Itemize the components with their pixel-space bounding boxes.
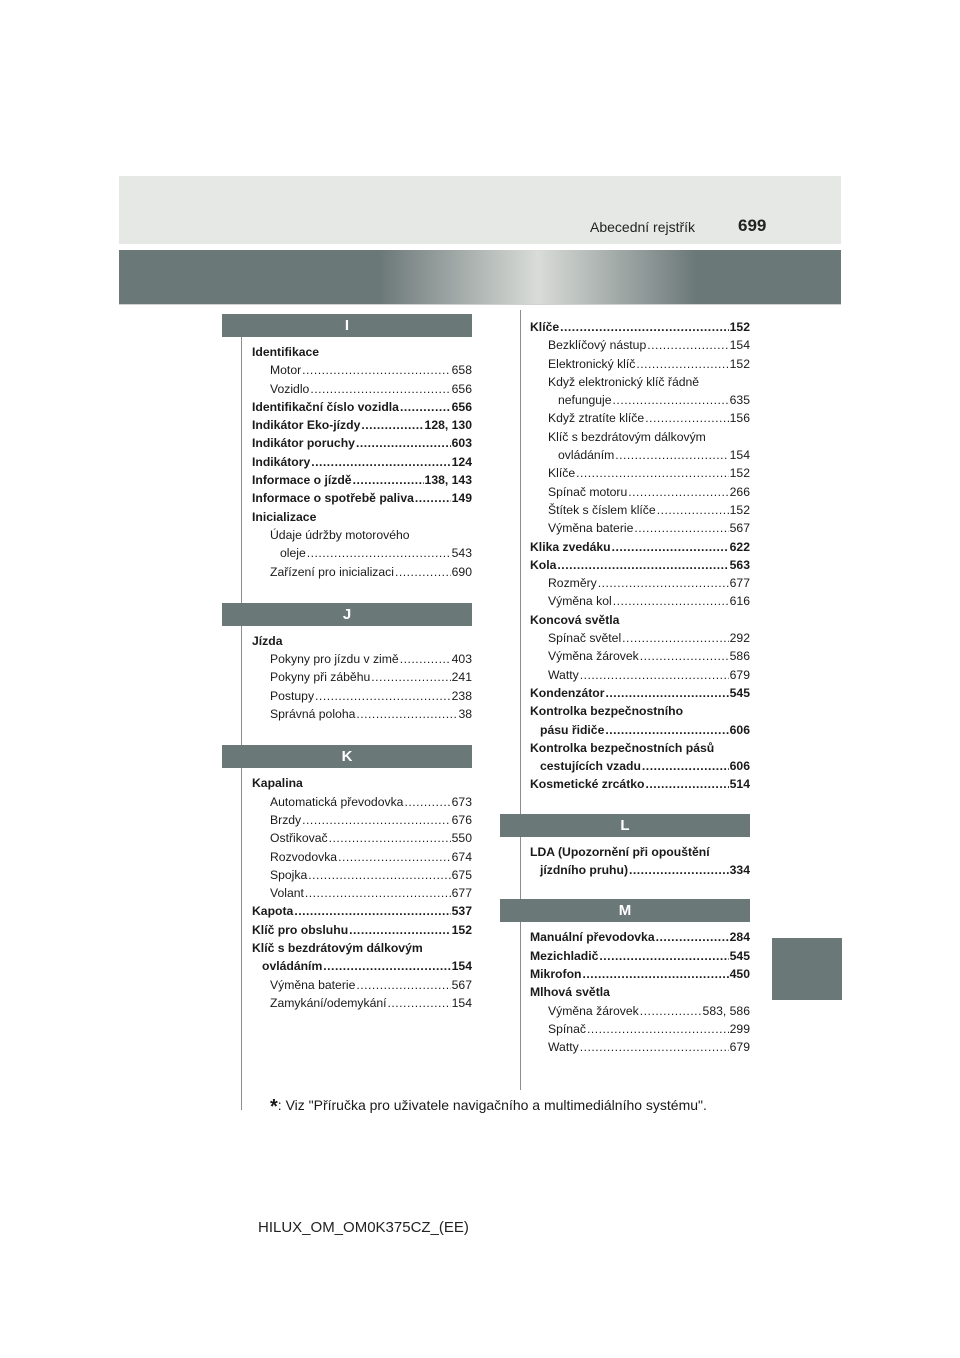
index-entry: Watty ..... 679 (530, 1038, 750, 1056)
index-entry: Volant ..... 677 (252, 884, 472, 902)
index-entry: Kontrolka bezpečnostních pásů (530, 740, 715, 755)
index-entry: Výměna žárovek ..... 586 (530, 647, 750, 665)
index-entry: Indikátor poruchy ..... 603 (252, 434, 472, 452)
index-entry: Údaje údržby motorového (270, 527, 410, 542)
index-entry: Inicializace (252, 509, 317, 524)
index-entry: Klíče ..... 152 (530, 464, 750, 482)
index-entry: Mikrofon ..... 450 (530, 965, 750, 983)
index-entry: Rozměry ..... 677 (530, 574, 750, 592)
index-entry: Ostřikovač ..... 550 (252, 829, 472, 847)
index-entry: Výměna baterie ..... 567 (252, 976, 472, 994)
index-entry: Klíč pro obsluhu ..... 152 (252, 921, 472, 939)
index-entry: Automatická převodovka ..... 673 (252, 793, 472, 811)
index-entry: Klika zvedáku ..... 622 (530, 538, 750, 556)
index-entry: LDA (Upozornění při opouštění (530, 844, 710, 859)
header-gradient-band (119, 250, 841, 304)
index-entry: Správná poloha ..... 38 (252, 705, 472, 723)
index-entry: Informace o jízdě ..... 138, 143 (252, 471, 472, 489)
index-entry: Klíč s bezdrátovým dálkovým (252, 941, 423, 956)
section-header-m: M (500, 899, 750, 922)
section-header-k: K (222, 745, 472, 768)
index-entry: Manuální převodovka ..... 284 (530, 928, 750, 946)
index-entry: Indikátory ..... 124 (252, 453, 472, 471)
index-entry: Pokyny při záběhu ..... 241 (252, 668, 472, 686)
index-entry: Když elektronický klíč řádně (548, 374, 700, 389)
index-column-1 (252, 314, 472, 1012)
index-entry: jízdního pruhu) ..... 334 (530, 861, 750, 879)
index-entry: Brzdy ..... 676 (252, 811, 472, 829)
index-entry: Klíče ..... 152 (530, 318, 750, 336)
index-entry: Jízda (252, 633, 283, 648)
page-header-title: Abecední rejstřík (590, 219, 696, 235)
index-entry: Kontrolka bezpečnostního (530, 704, 684, 719)
index-entry: Watty ..... 679 (530, 666, 750, 684)
index-entry: Informace o spotřebě paliva ..... 149 (252, 489, 472, 507)
section-header-i: I (222, 314, 472, 337)
index-entry: Kosmetické zrcátko ..... 514 (530, 775, 750, 793)
index-entry: Zařízení pro inicializaci ..... 690 (252, 563, 472, 581)
index-entry: Spojka ..... 675 (252, 866, 472, 884)
index-entry: Kapalina (252, 776, 303, 791)
index-entry: Indikátor Eko-jízdy ..... 128, 130 (252, 416, 472, 434)
index-entry: ovládáním ..... 154 (252, 957, 472, 975)
index-entry: Výměna kol ..... 616 (530, 592, 750, 610)
index-entry: pásu řidiče ..... 606 (530, 721, 750, 739)
footnote: *: Viz "Příručka pro uživatele navigačního a multimediálního systému". (270, 1096, 707, 1118)
index-entry: Výměna žárovek ..... 583, 586 (530, 1002, 750, 1020)
index-entry: Elektronický klíč ..... 152 (530, 355, 750, 373)
index-entry: Spínač ..... 299 (530, 1020, 750, 1038)
section-header-l: L (500, 814, 750, 837)
index-entry: Zamykání/odemykání ..... 154 (252, 994, 472, 1012)
index-entry: Koncová světla (530, 612, 620, 627)
index-entry: nefunguje ..... 635 (530, 391, 750, 409)
index-entry: Rozvodovka ..... 674 (252, 848, 472, 866)
index-entry: Identifikace (252, 345, 320, 359)
index-entry: Kondenzátor ..... 545 (530, 684, 750, 702)
column-divider-left (241, 334, 242, 1110)
page-number: 699 (738, 216, 767, 235)
index-entry: Pokyny pro jízdu v zimě ..... 403 (252, 650, 472, 668)
index-entry: Bezklíčový nástup ..... 154 (530, 336, 750, 354)
chapter-side-tab (772, 938, 842, 1000)
index-entry: Postupy ..... 238 (252, 687, 472, 705)
index-entry: cestujících vzadu ..... 606 (530, 757, 750, 775)
index-entry: Motor ..... 658 (252, 361, 472, 379)
document-id: HILUX_OM_OM0K375CZ_(EE) (258, 1219, 469, 1236)
index-entry: Spínač motoru ..... 266 (530, 483, 750, 501)
index-entry: Mlhová světla (530, 985, 610, 1000)
section-header-j: J (222, 603, 472, 626)
index-entry: Mezichladič ..... 545 (530, 947, 750, 965)
index-entry: ovládáním ..... 154 (530, 446, 750, 464)
index-entry: Kola ..... 563 (530, 556, 750, 574)
index-entry: Klíč s bezdrátovým dálkovým (548, 429, 706, 444)
index-entry: Identifikační číslo vozidla ..... 656 (252, 398, 472, 416)
index-column-2 (530, 318, 750, 1056)
index-entry: Vozidlo ..... 656 (252, 380, 472, 398)
index-entry: Když ztratíte klíče ..... 156 (530, 409, 750, 427)
index-entry: Spínač světel ..... 292 (530, 629, 750, 647)
index-entry: oleje ..... 543 (252, 544, 472, 562)
index-entry: Kapota ..... 537 (252, 902, 472, 920)
index-entry: Štítek s číslem klíče ..... 152 (530, 501, 750, 519)
header-band (119, 176, 841, 244)
index-entry: Výměna baterie ..... 567 (530, 519, 750, 537)
column-divider-middle (520, 310, 521, 1090)
